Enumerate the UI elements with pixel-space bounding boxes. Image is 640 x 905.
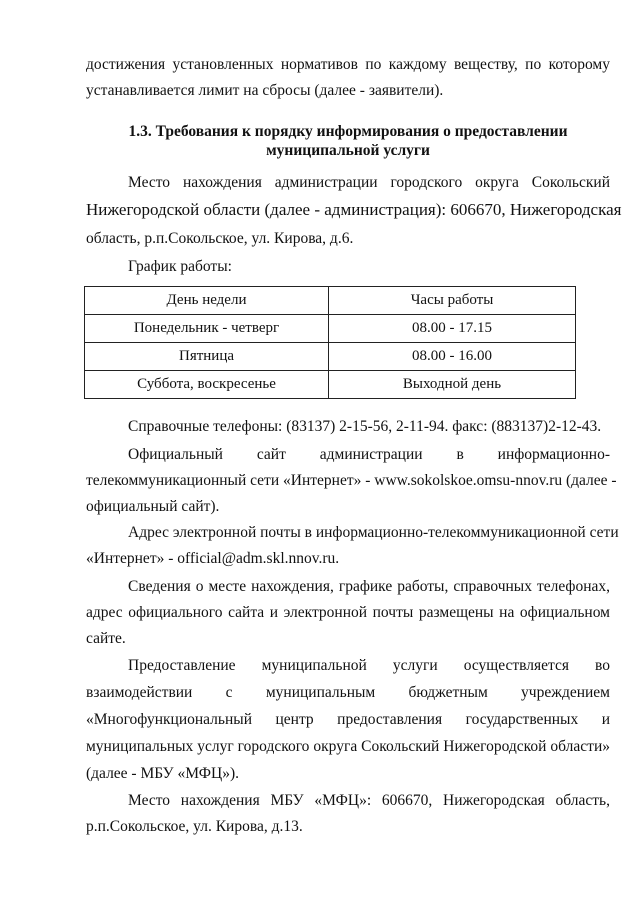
mfc-line-1: Предоставление муниципальной услуги осуществляется во [128, 657, 610, 674]
phones-line: Справочные телефоны: (83137) 2-15-56, 2-11-94. факс: (883137)2-12-43. [128, 418, 602, 435]
mfc-location-line-2: р.п.Сокольское, ул. Кирова, д.13. [86, 818, 303, 835]
location-line-3: область, р.п.Сокольское, ул. Кирова, д.6. [86, 230, 354, 247]
mfc-line-3: «Многофункциональный центр предоставления государственных и [86, 711, 610, 728]
table-cell-hours: Выходной день [329, 371, 576, 399]
email-line-1: Адрес электронной почты в информационно-телекоммуникационной сети [128, 524, 619, 541]
table-cell-hours: 08.00 - 16.00 [329, 343, 576, 371]
mfc-location-line-1: Место нахождения МБУ «МФЦ»: 606670, Нижегородская область, [128, 792, 610, 809]
table-cell-day: Понедельник - четверг [85, 315, 329, 343]
intro-line-1: достижения установленных нормативов по каждому веществу, по которому [86, 56, 610, 73]
location-line-1: Место нахождения администрации городского округа Сокольский [128, 174, 610, 191]
mfc-line-5: (далее - МБУ «МФЦ»). [86, 765, 240, 782]
email-line-2: «Интернет» - official@adm.skl.nnov.ru. [86, 550, 340, 567]
schedule-table [84, 286, 576, 399]
section-heading-line-2: муниципальной услуги [266, 142, 430, 159]
mfc-line-2: взаимодействии с муниципальным бюджетным учреждением [86, 684, 610, 701]
info-line-1: Сведения о месте нахождения, графике работы, справочных телефонах, [128, 578, 610, 595]
schedule-label: График работы: [128, 258, 232, 275]
table-cell-day: Пятница [85, 343, 329, 371]
table-header-day: День недели [85, 287, 329, 315]
mfc-line-4: муниципальных услуг городского округа Сокольский Нижегородской области» [86, 738, 610, 755]
info-line-3: сайте. [86, 630, 126, 647]
table-cell-day: Суббота, воскресенье [85, 371, 329, 399]
website-line-3: официальный сайт). [86, 498, 220, 515]
table-row [85, 371, 576, 399]
table-row [85, 315, 576, 343]
info-line-2: адрес официального сайта и электронной почты размещены на официальном [86, 604, 610, 621]
table-header-row [85, 287, 576, 315]
location-line-2: Нижегородской области (далее - администрация): 606670, Нижегородская [86, 200, 622, 219]
table-row [85, 343, 576, 371]
intro-line-2: устанавливается лимит на сбросы (далее - заявители). [86, 82, 444, 99]
website-line-2: телекоммуникационный сети «Интернет» - www.sokolskoe.omsu-nnov.ru (далее - [86, 472, 617, 489]
table-cell-hours: 08.00 - 17.15 [329, 315, 576, 343]
table-header-hours: Часы работы [329, 287, 576, 315]
section-heading-line-1: 1.3. Требования к порядку информирования о предоставлении [128, 123, 568, 140]
website-line-1: Официальный сайт администрации в информационно- [128, 446, 610, 463]
